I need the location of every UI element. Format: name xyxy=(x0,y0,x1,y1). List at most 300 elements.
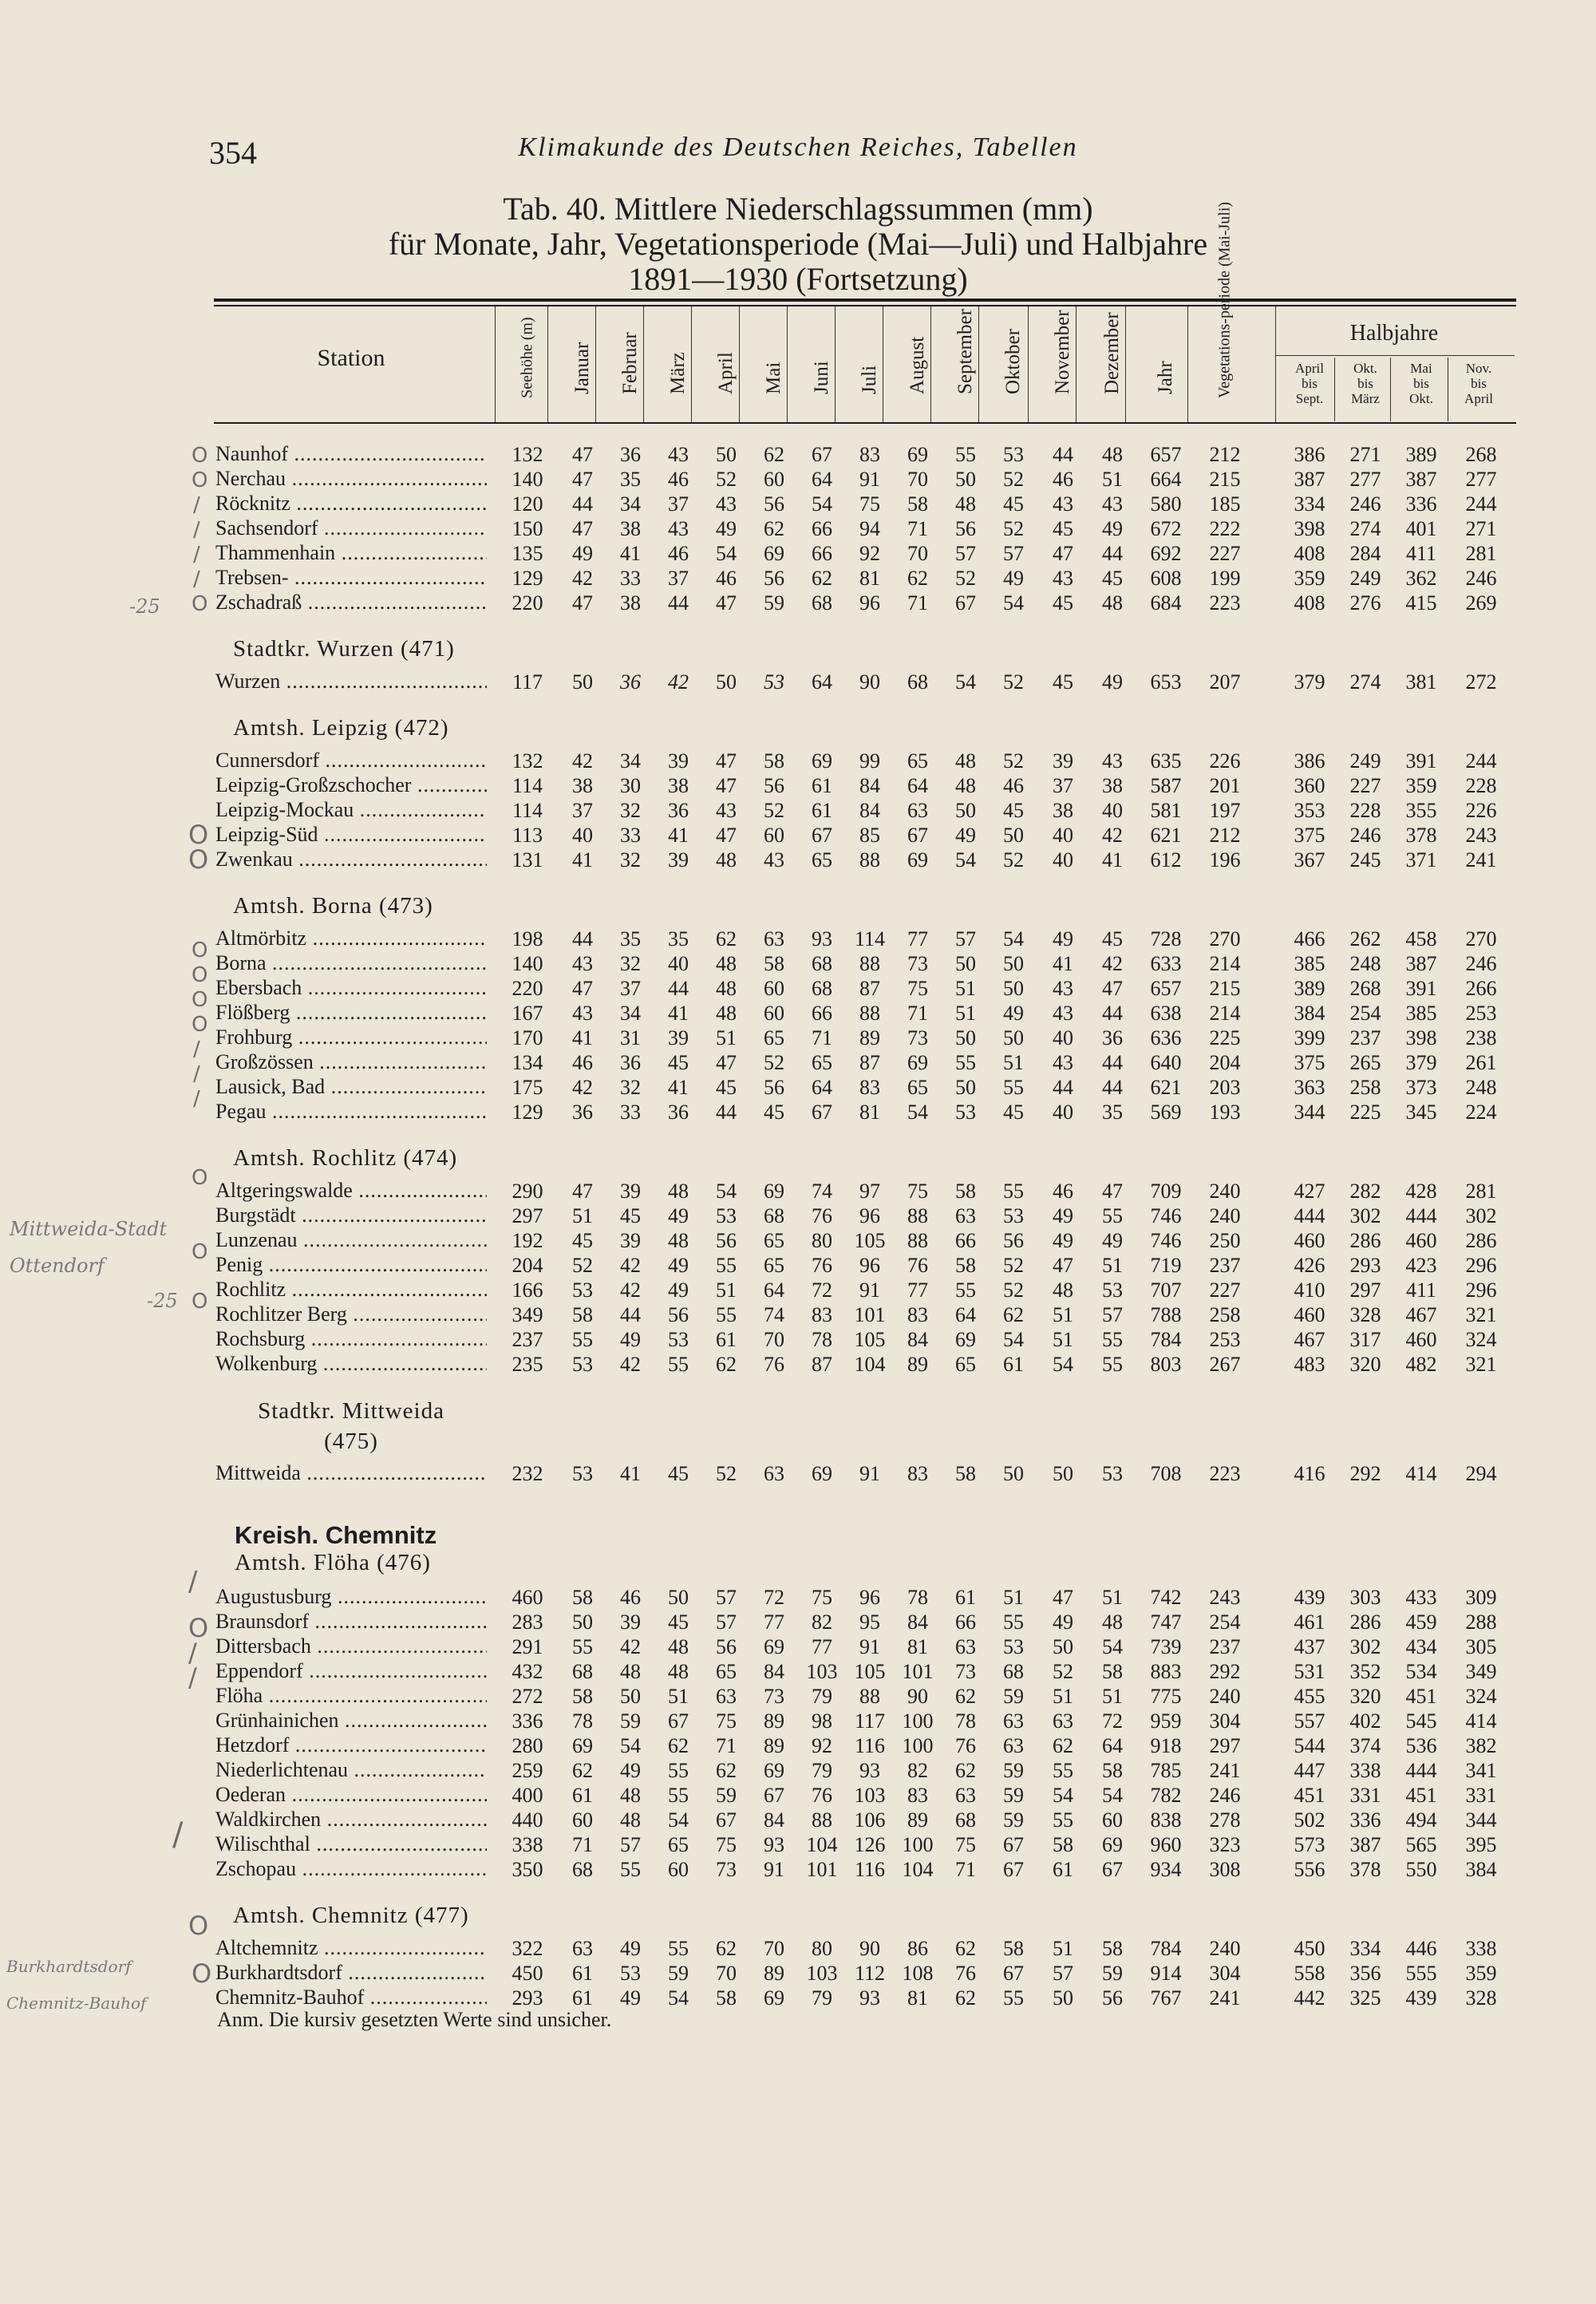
table-cell: 48 xyxy=(1102,443,1123,466)
table-cell: 61 xyxy=(716,1328,737,1351)
table-cell: 103 xyxy=(806,1660,838,1683)
table-cell: 170 xyxy=(512,1026,543,1049)
table-cell: 96 xyxy=(859,1204,880,1227)
table-cell: 54 xyxy=(716,542,737,565)
table-row xyxy=(0,1097,1596,1124)
table-cell: 41 xyxy=(620,542,641,565)
table-cell: 96 xyxy=(859,1586,880,1609)
table-row xyxy=(0,1656,1596,1681)
table-cell: 482 xyxy=(1405,1353,1437,1376)
table-cell: 62 xyxy=(716,927,737,950)
table-cell: 455 xyxy=(1294,1685,1325,1708)
table-cell: 223 xyxy=(1209,1462,1241,1485)
table-cell: 55 xyxy=(1003,1610,1024,1634)
table-cell: 65 xyxy=(907,1076,928,1099)
table-cell: 56 xyxy=(1003,1229,1024,1252)
table-cell: 427 xyxy=(1294,1180,1325,1203)
table-cell: 50 xyxy=(1053,1635,1073,1658)
table-cell: 65 xyxy=(955,1353,976,1376)
table-cell: 225 xyxy=(1349,1101,1381,1124)
table-cell: 415 xyxy=(1405,591,1437,615)
table-cell: 385 xyxy=(1294,952,1325,975)
table-cell: 54 xyxy=(668,1986,689,2010)
station-name: Rochsburg ..... xyxy=(215,1327,487,1351)
header-divider xyxy=(1187,306,1188,422)
table-cell: 40 xyxy=(1053,824,1073,847)
section-kreish-chemnitz: Kreish. Chemnitz xyxy=(235,1521,437,1549)
table-cell: 345 xyxy=(1405,1101,1437,1124)
table-cell: 268 xyxy=(1349,977,1381,1000)
table-cell: 57 xyxy=(1102,1303,1123,1326)
table-cell: 58 xyxy=(1053,1833,1073,1856)
table-cell: 48 xyxy=(955,774,976,797)
station-name: Thammenhain ..... xyxy=(215,541,487,565)
table-cell: 62 xyxy=(907,567,928,590)
table-cell: 45 xyxy=(764,1101,784,1124)
table-cell: 235 xyxy=(512,1353,543,1376)
table-cell: 69 xyxy=(764,1180,784,1203)
table-cell: 100 xyxy=(902,1833,934,1856)
table-cell: 293 xyxy=(1349,1254,1381,1277)
station-name: Zschopau ..... xyxy=(215,1857,487,1881)
table-cell: 48 xyxy=(668,1635,689,1658)
table-cell: 283 xyxy=(512,1610,543,1634)
table-cell: 580 xyxy=(1150,492,1182,516)
table-cell: 43 xyxy=(1053,1051,1073,1074)
table-cell: 92 xyxy=(859,542,880,565)
table-cell: 108 xyxy=(902,1962,934,1985)
table-cell: 34 xyxy=(620,749,641,773)
table-cell: 398 xyxy=(1405,1026,1437,1049)
table-cell: 71 xyxy=(572,1833,593,1856)
table-cell: 166 xyxy=(512,1278,543,1302)
table-cell: 59 xyxy=(764,591,784,615)
header-col-1 xyxy=(559,311,606,421)
table-cell: 55 xyxy=(668,1784,689,1807)
table-cell: 59 xyxy=(620,1709,641,1733)
table-cell: 54 xyxy=(1053,1353,1073,1376)
table-cell: 39 xyxy=(668,749,689,773)
table-cell: 72 xyxy=(812,1278,832,1302)
table-cell: 70 xyxy=(764,1937,784,1960)
table-cell: 460 xyxy=(1294,1303,1325,1326)
table-cell: 49 xyxy=(620,1937,641,1960)
station-name: Frohburg ..... xyxy=(215,1026,487,1049)
header-col-label: Dezember xyxy=(1101,312,1123,394)
table-cell: 52 xyxy=(764,799,784,822)
table-row xyxy=(0,1606,1596,1634)
table-cell: 43 xyxy=(716,799,737,822)
header-col-label: Februar xyxy=(619,332,641,394)
table-cell: 48 xyxy=(955,492,976,516)
table-row xyxy=(0,948,1596,973)
table-cell: 709 xyxy=(1150,1180,1182,1203)
table-cell: 444 xyxy=(1405,1204,1437,1227)
table-cell: 196 xyxy=(1209,848,1241,871)
table-cell: 42 xyxy=(572,749,593,773)
table-cell: 267 xyxy=(1209,1353,1241,1376)
table-cell: 126 xyxy=(854,1833,886,1856)
table-cell: 227 xyxy=(1349,774,1381,797)
table-cell: 56 xyxy=(1102,1986,1123,2010)
table-cell: 375 xyxy=(1294,1051,1325,1074)
table-cell: 83 xyxy=(859,443,880,466)
table-cell: 638 xyxy=(1150,1002,1182,1025)
table-cell: 49 xyxy=(1053,927,1073,950)
header-station: Station xyxy=(317,345,385,371)
table-cell: 59 xyxy=(1003,1784,1024,1807)
table-cell: 272 xyxy=(1465,670,1497,694)
table-cell: 214 xyxy=(1209,1002,1241,1025)
table-cell: 212 xyxy=(1209,824,1241,847)
table-cell: 271 xyxy=(1465,517,1497,540)
station-name: Grünhainichen ..... xyxy=(215,1709,487,1733)
table-cell: 76 xyxy=(812,1784,832,1807)
table-cell: 545 xyxy=(1405,1709,1437,1733)
group-main xyxy=(0,439,1596,615)
table-cell: 45 xyxy=(1053,517,1073,540)
table-cell: 344 xyxy=(1294,1101,1325,1124)
table-cell: 85 xyxy=(859,824,880,847)
table-cell: 56 xyxy=(764,774,784,797)
table-cell: 55 xyxy=(572,1635,593,1658)
table-row xyxy=(0,1804,1596,1832)
table-cell: 248 xyxy=(1465,1076,1497,1099)
table-cell: 48 xyxy=(668,1660,689,1683)
header-divider xyxy=(930,306,931,422)
table-cell: 437 xyxy=(1294,1635,1325,1658)
table-cell: 49 xyxy=(1053,1204,1073,1227)
table-cell: 65 xyxy=(812,848,832,871)
table-cell: 35 xyxy=(668,927,689,950)
table-cell: 451 xyxy=(1294,1784,1325,1807)
table-cell: 175 xyxy=(512,1076,543,1099)
table-cell: 41 xyxy=(668,1002,689,1025)
table-cell: 67 xyxy=(907,824,928,847)
table-cell: 71 xyxy=(907,1002,928,1025)
table-cell: 367 xyxy=(1294,848,1325,871)
table-cell: 309 xyxy=(1465,1586,1497,1609)
table-row xyxy=(0,973,1596,998)
table-cell: 63 xyxy=(907,799,928,822)
table-cell: 93 xyxy=(764,1833,784,1856)
table-cell: 65 xyxy=(812,1051,832,1074)
table-cell: 48 xyxy=(716,848,737,871)
table-cell: 914 xyxy=(1150,1962,1182,1985)
table-cell: 68 xyxy=(812,952,832,975)
table-cell: 444 xyxy=(1294,1204,1325,1227)
table-cell: 297 xyxy=(1209,1734,1241,1757)
pencil-note-ottendorf: Ottendorf xyxy=(10,1255,105,1277)
section-rochlitz: Amtsh. Rochlitz (474) xyxy=(233,1145,458,1171)
table-cell: 246 xyxy=(1349,492,1381,516)
table-cell: 97 xyxy=(859,1180,880,1203)
table-cell: 71 xyxy=(907,591,928,615)
table-cell: 60 xyxy=(572,1808,593,1832)
table-row xyxy=(0,1072,1596,1097)
table-cell: 782 xyxy=(1150,1784,1182,1807)
table-cell: 66 xyxy=(812,542,832,565)
table-cell: 280 xyxy=(512,1734,543,1757)
table-cell: 64 xyxy=(764,1278,784,1302)
table-cell: 657 xyxy=(1150,443,1182,466)
station-name: Braunsdorf ..... xyxy=(215,1610,487,1634)
table-cell: 56 xyxy=(716,1229,737,1252)
table-row xyxy=(0,1324,1596,1349)
table-cell: 44 xyxy=(1102,542,1123,565)
table-cell: 250 xyxy=(1209,1229,1241,1252)
table-cell: 248 xyxy=(1349,952,1381,975)
table-cell: 50 xyxy=(955,1026,976,1049)
table-cell: 55 xyxy=(716,1303,737,1326)
table-cell: 58 xyxy=(572,1303,593,1326)
table-cell: 61 xyxy=(812,799,832,822)
table-cell: 43 xyxy=(668,517,689,540)
table-cell: 49 xyxy=(1102,517,1123,540)
table-cell: 237 xyxy=(1349,1026,1381,1049)
table-cell: 76 xyxy=(955,1734,976,1757)
table-cell: 99 xyxy=(859,749,880,773)
header-col-13 xyxy=(1140,311,1192,421)
table-cell: 140 xyxy=(512,952,543,975)
table-row xyxy=(0,1958,1596,1985)
table-cell: 657 xyxy=(1150,977,1182,1000)
table-cell: 55 xyxy=(1102,1328,1123,1351)
table-cell: 391 xyxy=(1405,977,1437,1000)
table-cell: 50 xyxy=(572,670,593,694)
table-cell: 57 xyxy=(1053,1962,1073,1985)
pencil-mark-circle: O xyxy=(192,444,208,468)
table-cell: 322 xyxy=(512,1937,543,1960)
station-name: Burgstädt ..... xyxy=(215,1203,487,1227)
table-cell: 249 xyxy=(1349,567,1381,590)
table-cell: 62 xyxy=(716,1353,737,1376)
table-cell: 45 xyxy=(1102,927,1123,950)
table-cell: 385 xyxy=(1405,1002,1437,1025)
table-cell: 47 xyxy=(572,1180,593,1203)
halbjahre-col-0 xyxy=(1282,361,1337,406)
pencil-mark-tick: / xyxy=(193,543,200,567)
table-cell: 69 xyxy=(764,1635,784,1658)
table-cell: 338 xyxy=(512,1833,543,1856)
table-cell: 621 xyxy=(1150,1076,1182,1099)
table-cell: 89 xyxy=(859,1026,880,1049)
table-cell: 59 xyxy=(1003,1759,1024,1782)
table-cell: 201 xyxy=(1209,774,1241,797)
table-cell: 241 xyxy=(1209,1759,1241,1782)
table-cell: 92 xyxy=(812,1734,832,1757)
table-cell: 39 xyxy=(620,1610,641,1634)
table-cell: 460 xyxy=(1405,1229,1437,1252)
table-cell: 222 xyxy=(1209,517,1241,540)
table-cell: 57 xyxy=(1003,542,1024,565)
table-cell: 95 xyxy=(859,1610,880,1634)
table-cell: 48 xyxy=(620,1660,641,1683)
halbjahre-col-line: bis xyxy=(1357,376,1373,391)
table-cell: 67 xyxy=(1003,1962,1024,1985)
table-cell: 237 xyxy=(1209,1635,1241,1658)
pencil-note-minus25: -25 xyxy=(147,1290,178,1312)
table-cell: 88 xyxy=(859,1002,880,1025)
table-cell: 52 xyxy=(716,468,737,491)
pencil-mark-tick: / xyxy=(193,1037,200,1061)
pencil-mark-circle: O xyxy=(192,963,208,987)
table-cell: 100 xyxy=(902,1709,934,1733)
table-cell: 83 xyxy=(907,1303,928,1326)
table-cell: 334 xyxy=(1349,1937,1381,1960)
table-cell: 959 xyxy=(1150,1709,1182,1733)
table-cell: 359 xyxy=(1405,774,1437,797)
table-cell: 240 xyxy=(1209,1204,1241,1227)
table-cell: 53 xyxy=(620,1962,641,1985)
table-cell: 68 xyxy=(907,670,928,694)
table-cell: 63 xyxy=(1003,1734,1024,1757)
pencil-note-minus25: -25 xyxy=(129,595,160,618)
table-cell: 746 xyxy=(1150,1204,1182,1227)
table-cell: 49 xyxy=(620,1759,641,1782)
table-cell: 272 xyxy=(512,1685,543,1708)
table-cell: 246 xyxy=(1465,567,1497,590)
table-cell: 43 xyxy=(1102,749,1123,773)
table-cell: 76 xyxy=(955,1962,976,1985)
table-cell: 70 xyxy=(907,542,928,565)
table-cell: 81 xyxy=(907,1986,928,2010)
table-cell: 36 xyxy=(620,443,641,466)
table-cell: 78 xyxy=(955,1709,976,1733)
table-cell: 76 xyxy=(764,1353,784,1376)
station-name: Rochlitzer Berg ..... xyxy=(215,1302,487,1326)
table-cell: 63 xyxy=(955,1784,976,1807)
table-cell: 338 xyxy=(1349,1759,1381,1782)
table-cell: 64 xyxy=(812,468,832,491)
table-cell: 60 xyxy=(764,1002,784,1025)
table-cell: 75 xyxy=(859,492,880,516)
table-cell: 185 xyxy=(1209,492,1241,516)
table-cell: 50 xyxy=(1003,1462,1024,1485)
table-cell: 45 xyxy=(1102,567,1123,590)
station-name: Hetzdorf ..... xyxy=(215,1733,487,1757)
table-row xyxy=(0,1933,1596,1958)
table-cell: 44 xyxy=(572,927,593,950)
table-cell: 80 xyxy=(812,1229,832,1252)
table-cell: 54 xyxy=(955,670,976,694)
table-cell: 58 xyxy=(1102,1759,1123,1782)
table-cell: 46 xyxy=(572,1051,593,1074)
table-cell: 76 xyxy=(907,1254,928,1277)
pencil-mark-circle: O xyxy=(192,939,208,962)
table-cell: 41 xyxy=(668,1076,689,1099)
table-cell: 87 xyxy=(859,977,880,1000)
table-cell: 50 xyxy=(1003,952,1024,975)
table-cell: 292 xyxy=(1209,1660,1241,1683)
table-cell: 55 xyxy=(1102,1204,1123,1227)
table-cell: 84 xyxy=(764,1660,784,1683)
table-cell: 70 xyxy=(907,468,928,491)
table-cell: 38 xyxy=(620,591,641,615)
table-cell: 692 xyxy=(1150,542,1182,565)
header-col-label: Juli xyxy=(859,365,880,394)
table-cell: 428 xyxy=(1405,1180,1437,1203)
table-cell: 664 xyxy=(1150,468,1182,491)
table-cell: 294 xyxy=(1465,1462,1497,1485)
table-cell: 51 xyxy=(716,1278,737,1302)
pencil-mark-circle: O xyxy=(188,1613,209,1643)
table-cell: 269 xyxy=(1465,591,1497,615)
table-cell: 41 xyxy=(668,824,689,847)
table-cell: 53 xyxy=(716,1204,737,1227)
table-cell: 62 xyxy=(955,1986,976,2010)
table-cell: 378 xyxy=(1405,824,1437,847)
table-cell: 150 xyxy=(512,517,543,540)
station-name: Rochlitz ..... xyxy=(215,1278,487,1302)
table-cell: 633 xyxy=(1150,952,1182,975)
table-row xyxy=(0,745,1596,773)
table-cell: 83 xyxy=(907,1784,928,1807)
table-cell: 302 xyxy=(1349,1204,1381,1227)
table-cell: 416 xyxy=(1294,1462,1325,1485)
table-cell: 228 xyxy=(1465,774,1497,797)
table-cell: 245 xyxy=(1349,848,1381,871)
table-cell: 57 xyxy=(955,927,976,950)
table-cell: 103 xyxy=(854,1784,886,1807)
station-name: Zwenkau ..... xyxy=(215,848,487,871)
table-top-rule-thin xyxy=(214,305,1516,306)
halbjahre-col-line: Mai xyxy=(1410,361,1432,376)
table-cell: 82 xyxy=(812,1610,832,1634)
table-cell: 414 xyxy=(1405,1462,1437,1485)
table-cell: 96 xyxy=(859,591,880,615)
table-cell: 116 xyxy=(854,1734,886,1757)
table-cell: 117 xyxy=(854,1709,886,1733)
pencil-mark-circle: O xyxy=(188,1911,209,1941)
table-cell: 784 xyxy=(1150,1328,1182,1351)
table-cell: 555 xyxy=(1405,1962,1437,1985)
table-cell: 58 xyxy=(907,492,928,516)
table-cell: 65 xyxy=(764,1254,784,1277)
table-cell: 569 xyxy=(1150,1101,1182,1124)
table-cell: 98 xyxy=(812,1709,832,1733)
header-divider xyxy=(835,306,836,422)
table-cell: 75 xyxy=(955,1833,976,1856)
table-cell: 288 xyxy=(1465,1610,1497,1634)
table-cell: 296 xyxy=(1465,1254,1497,1277)
table-cell: 304 xyxy=(1209,1962,1241,1985)
table-cell: 37 xyxy=(668,567,689,590)
station-name: Lunzenau ..... xyxy=(215,1228,487,1252)
table-cell: 323 xyxy=(1209,1833,1241,1856)
table-cell: 56 xyxy=(955,517,976,540)
table-cell: 48 xyxy=(668,1229,689,1252)
table-cell: 636 xyxy=(1150,1026,1182,1049)
table-cell: 68 xyxy=(955,1808,976,1832)
table-cell: 57 xyxy=(716,1586,737,1609)
table-cell: 47 xyxy=(572,591,593,615)
table-cell: 467 xyxy=(1294,1328,1325,1351)
table-cell: 350 xyxy=(512,1858,543,1881)
table-cell: 47 xyxy=(572,443,593,466)
table-cell: 32 xyxy=(620,848,641,871)
table-cell: 35 xyxy=(620,468,641,491)
table-cell: 44 xyxy=(716,1101,737,1124)
table-cell: 42 xyxy=(572,567,593,590)
halbjahre-col-line: April xyxy=(1295,361,1324,376)
table-cell: 467 xyxy=(1405,1303,1437,1326)
table-cell: 51 xyxy=(668,1685,689,1708)
table-row xyxy=(0,1854,1596,1879)
table-cell: 60 xyxy=(764,977,784,1000)
table-cell: 334 xyxy=(1294,492,1325,516)
table-cell: 67 xyxy=(1003,1858,1024,1881)
